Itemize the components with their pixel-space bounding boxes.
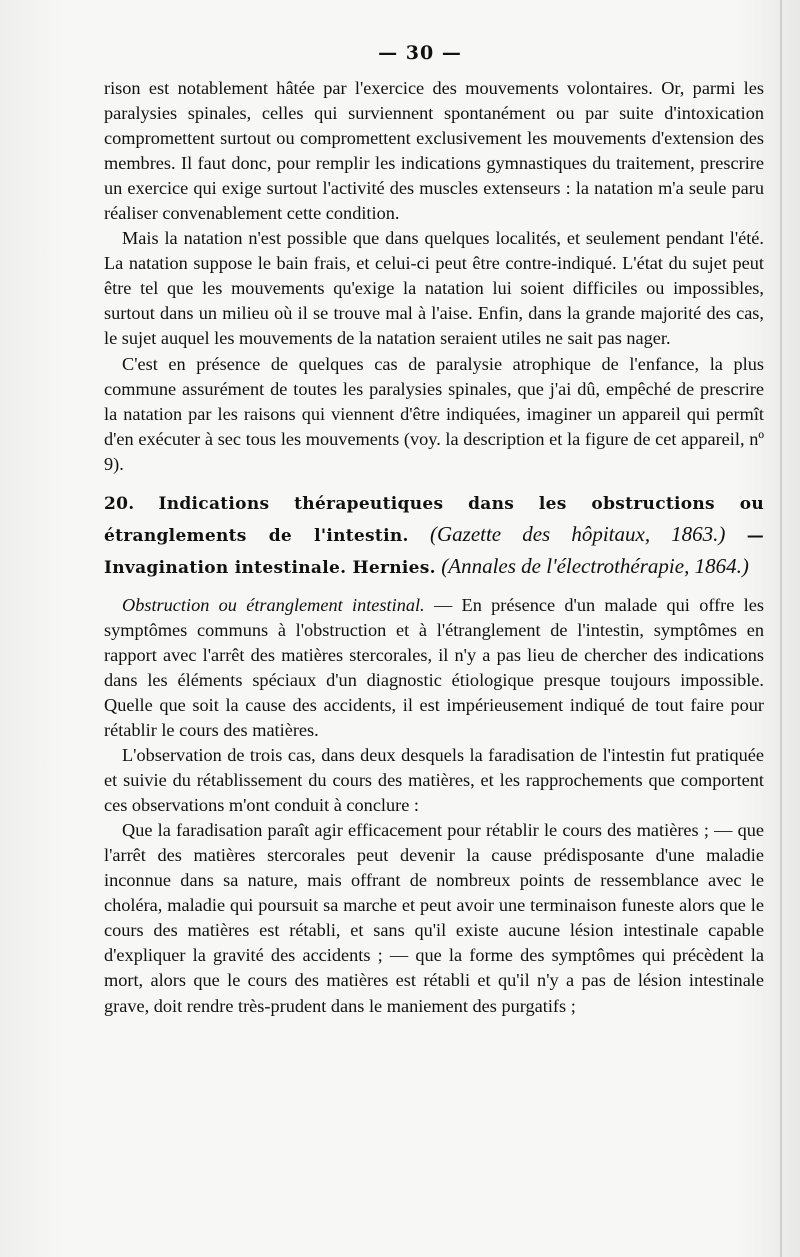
paragraph-5: L'observation de trois cas, dans deux desquels la faradisation de l'intestin fut pratiquée et suivie du rétablissement du cours des matières, et les rapprochements que comportent ces observations m'ont conduit à conclure :	[104, 745, 764, 816]
paragraph-1: rison est notablement hâtée par l'exercice des mouvements volontaires. Or, parmi les paralysies spinales, celles qui surviennent spontanément ou par suite d'intoxication compromettent surtout ou compromettent exclusivement les mouvements d'extension des membres. Il faut donc, pour remplir les indications gymnastiques du traitement, prescrire un exercice qui exige surtout l'activité des muscles extenseurs : la natation m'a seule paru réaliser convenablement cette condition.	[104, 78, 764, 224]
section-journal-1: (Gazette des hôpitaux, 1863.)	[429, 521, 726, 546]
section-number: 20.	[104, 493, 135, 514]
paragraph-4-lead: Obstruction ou étranglement intestinal.	[122, 594, 425, 615]
paragraph-4-text: — En présence d'un malade qui offre les symptômes communs à l'obstruction et à l'étranglement de l'intestin, symptômes en rapport avec l'arrêt des matières stercorales, il n'y a pas lieu de chercher des indications dans les éléments spéciaux d'un diagnostic étiologique presque toujours impossible. Quelle que soit la cause des accidents, il est impérieusement indiqué de tout faire pour rétablir le cours des matières.	[104, 594, 764, 740]
page-edge	[780, 0, 782, 1257]
section-title-1: Indications thérapeutiques dans les obstructions ou étranglements de l'intestin.	[104, 493, 765, 546]
paragraph-2: Mais la natation n'est possible que dans quelques localités, et seulement pendant l'été. La natation suppose le bain frais, et celui-ci peut être contre-indiqué. L'état du sujet peut être tel que les mouvements qu'exige la natation lui soient difficiles ou impossibles, surtout dans un milieu où il se trouve mal à l'aise. Enfin, dans la grande majorité des cas, le sujet auquel les mouvements de la natation seraient utiles ne sait pas nager.	[104, 228, 764, 349]
body-text	[104, 76, 764, 1019]
paragraph-6: Que la faradisation paraît agir efficacement pour rétablir le cours des matières ; — que l'arrêt des matières stercorales peut devenir la cause prédisposante d'une maladie inconnue dans sa nature, mais offrant de nombreux points de ressemblance avec le choléra, maladie qui poursuit sa marche et peut avoir une terminaison funeste alors que le cours des matières est rétabli, et sans qu'il existe aucune lésion intestinale capable d'expliquer la gravité des accidents ; — que la forme des symptômes qui précèdent la mort, alors que le cours des matières est rétabli et qu'il n'y a pas de lésion intestinale grave, doit rendre très-prudent dans le maniement des purgatifs ;	[104, 820, 764, 1016]
section-journal-2: (Annales de l'électrothérapie, 1864.)	[441, 553, 749, 578]
page-number: — 30 —	[378, 42, 462, 64]
section-title-2: Invagination intestinale. Hernies.	[104, 557, 436, 578]
section-heading	[104, 489, 764, 583]
section-dash: —	[746, 525, 765, 546]
paragraph-3: C'est en présence de quelques cas de paralysie atrophique de l'enfance, la plus commune assurément de toutes les paralysies spinales, que j'ai dû, empêché de prescrire la natation par les raisons qui viennent d'être indiquées, imaginer un appareil qui permît d'en exécuter à sec tous les mouvements (voy. la description et la figure de cet appareil, nº 9).	[104, 353, 764, 474]
paragraph-4	[104, 593, 764, 743]
